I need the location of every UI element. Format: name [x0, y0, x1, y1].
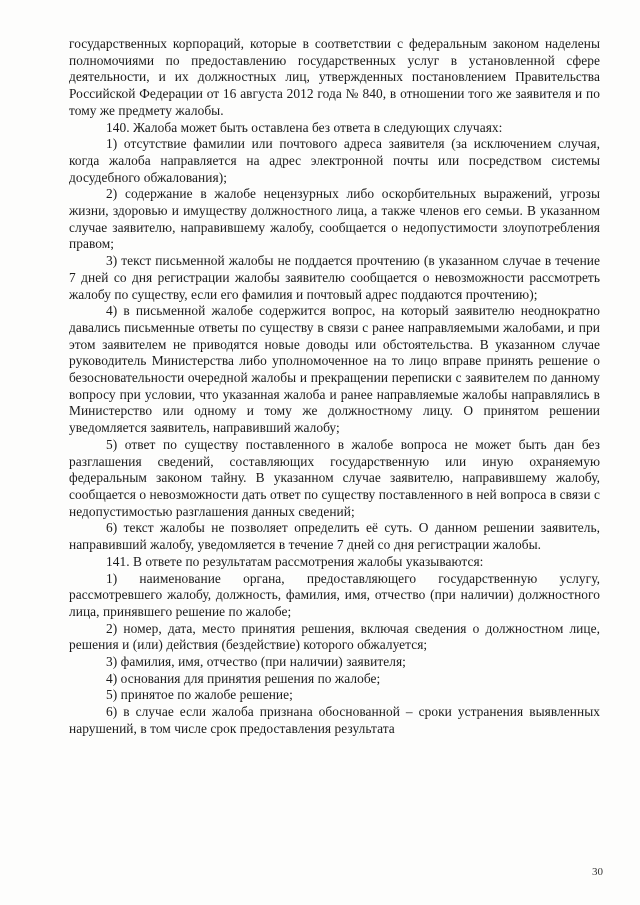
paragraph-140-item-5: 5) ответ по существу поставленного в жалобе вопроса не может быть дан без разглашения сведений, составляющих государственную или иную охраняемую федеральным законом тайну. В указанном случае заявителю, направившему жалобу, сообщается о невозможности дать ответ по существу поставленного в ней вопроса в связи с недопустимостью разглашения данных сведений;: [69, 436, 600, 519]
paragraph-140-item-1: 1) отсутствие фамилии или почтового адреса заявителя (за исключением случая, когда жалоба направляется на адрес электронной почты или посредством системы досудебного обжалования);: [69, 136, 600, 185]
paragraph-140-item-6: 6) текст жалобы не позволяет определить её суть. О данном решении заявитель, направивший жалобу, уведомляется в течение 7 дней со дня регистрации жалобы.: [69, 520, 600, 553]
paragraph-140-item-3: 3) текст письменной жалобы не поддается прочтению (в указанном случае в течение 7 дней со дня регистрации жалобы заявителю сообщается о невозможности рассмотреть жалобу по существу, если его фамилия и почтовый адрес поддаются прочтению);: [69, 253, 600, 302]
document-body: [69, 36, 600, 738]
paragraph-140-item-4: 4) в письменной жалобе содержится вопрос, на который заявителю неоднократно давались письменные ответы по существу в связи с ранее направляемыми жалобами, и при этом заявителем не приводятся новые доводы или обстоятельства. В указанном случае руководитель Министерства либо уполномоченное на то лицо вправе принять решение о безосновательности очередной жалобы и прекращении переписки с заявителем по данному вопросу при условии, что указанная жалоба и ранее направляемые жалобы направлялись в Министерство или одному и тому же должностному лицу. О принятом решении уведомляется заявитель, направивший жалобу;: [69, 303, 600, 436]
paragraph-141-item-3: 3) фамилия, имя, отчество (при наличии) заявителя;: [106, 654, 406, 670]
paragraph-140-heading: 140. Жалоба может быть оставлена без ответа в следующих случаях:: [106, 119, 503, 135]
paragraph-141-item-1: 1) наименование органа, предоставляющего государственную услугу, рассмотревшего жалобу, должность, фамилия, имя, отчество (при наличии) должностного лица, принявшего решение по жалобе;: [69, 570, 600, 619]
page-number: 30: [592, 866, 603, 878]
paragraph-141-heading: 141. В ответе по результатам рассмотрения жалобы указываются:: [106, 553, 484, 569]
paragraph-141-item-6: 6) в случае если жалоба признана обоснованной – сроки устранения выявленных нарушений, в том числе срок предоставления результата: [69, 704, 600, 736]
paragraph-141-item-4: 4) основания для принятия решения по жалобе;: [106, 670, 381, 686]
paragraph-continuation: государственных корпораций, которые в соответствии с федеральным законом наделены полномочиями по предоставлению государственных услуг в установленной сфере деятельности, и их должностных лиц, утвержденных постановлением Правительства Российской Федерации от 16 августа 2012 года № 840, в отношении того же заявителя и по тому же предмету жалобы.: [69, 36, 600, 118]
paragraph-141-item-2: 2) номер, дата, место принятия решения, включая сведения о должностном лице, решения и (или) действия (бездействие) которого обжалуется;: [69, 620, 600, 653]
paragraph-140-item-2: 2) содержание в жалобе нецензурных либо оскорбительных выражений, угрозы жизни, здоровью и имуществу должностного лица, а также членов его семьи. В указанном случае заявителю, направившему жалобу, сообщается о недопустимости злоупотребления правом;: [69, 186, 600, 252]
paragraph-141-item-5: 5) принятое по жалобе решение;: [106, 687, 293, 703]
